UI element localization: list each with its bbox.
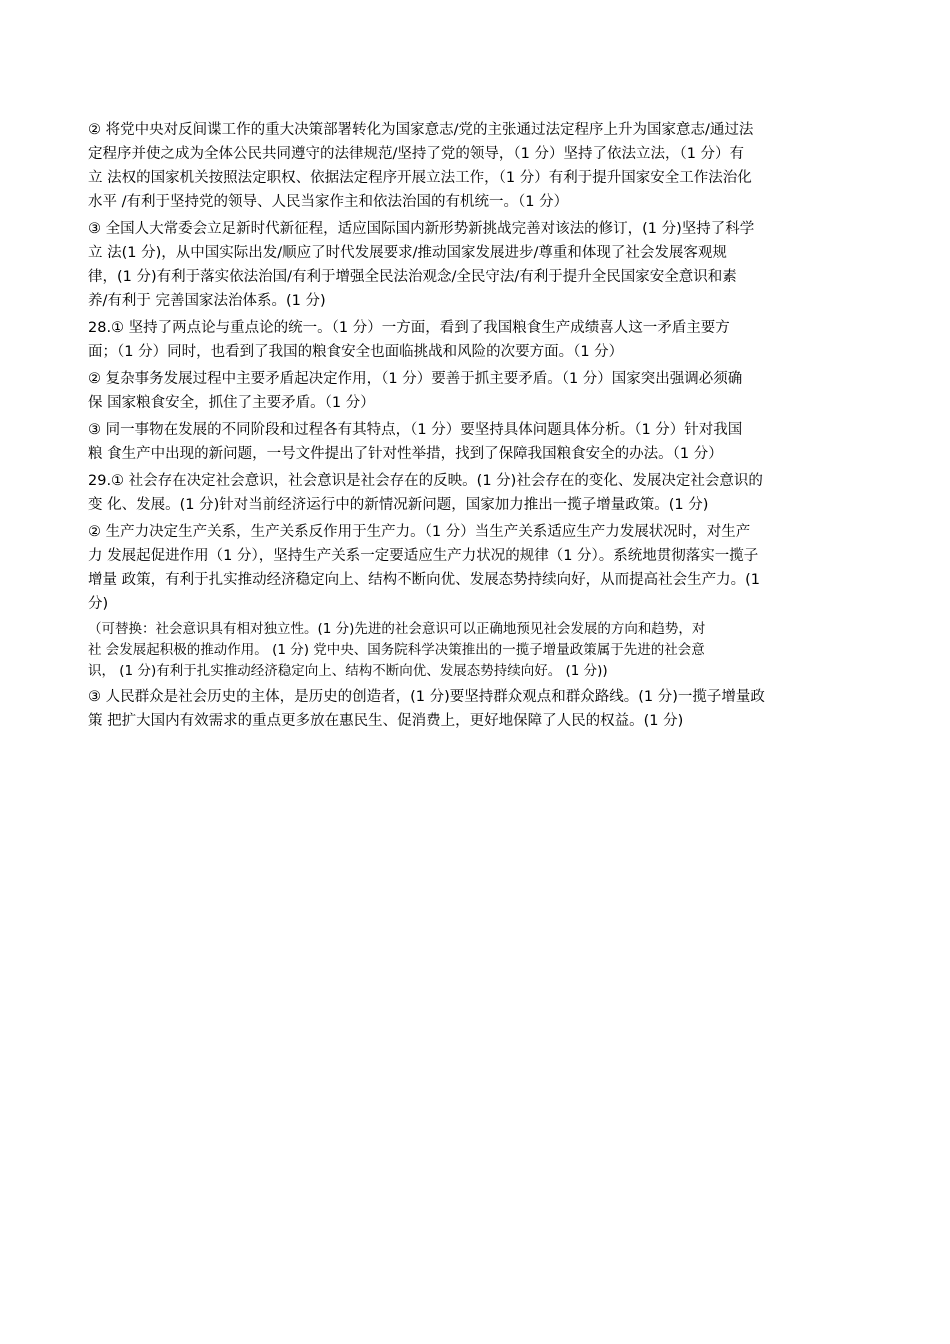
- text-line: 保 国家粮食安全，抓住了主要矛盾。（1 分）: [88, 395, 375, 411]
- question-28-paragraph: [88, 316, 868, 364]
- text-line: ② 将党中央对反间谍工作的重大决策部署转化为国家意志/党的主张通过法定程序上升为国家意志/通过法: [88, 122, 754, 138]
- answer-paragraph: [88, 685, 868, 733]
- text-line: 粮 食生产中出现的新问题，一号文件提出了针对性举措，找到了保障我国粮食安全的办法。（1 分）: [88, 446, 723, 462]
- text-line: 律，(1 分)有利于落实依法治国/有利于增强全民法治观念/全民守法/有利于提升全民国家安全意识和素: [88, 269, 737, 285]
- answer-paragraph: [88, 118, 868, 214]
- answer-paragraph: [88, 367, 868, 415]
- answer-paragraph: [88, 418, 868, 466]
- text-line: 面；（1 分）同时，也看到了我国的粮食安全也面临挑战和风险的次要方面。（1 分）: [88, 344, 624, 360]
- text-line: 社 会发展起积极的推动作用。 (1 分) 党中央、国务院科学决策推出的一揽子增量政策属于先进的社会意: [88, 642, 705, 658]
- text-line: 水平 /有利于坚持党的领导、人民当家作主和依法治国的有机统一。（1 分）: [88, 194, 569, 210]
- text-line: 分): [88, 596, 109, 612]
- text-line: （可替换：社会意识具有相对独立性。(1 分)先进的社会意识可以正确地预见社会发展的方向和趋势，对: [88, 621, 706, 637]
- text-line: ② 复杂事务发展过程中主要矛盾起决定作用，（1 分）要善于抓主要矛盾。（1 分）国家突出强调必须确: [88, 371, 743, 387]
- text-line: 识， (1 分)有利于扎实推动经济稳定向上、结构不断向优、发展态势持续向好。 (1 分)): [88, 663, 608, 679]
- text-line: 力 发展起促进作用（1 分），坚持生产关系一定要适应生产力状况的规律（1 分）。系统地贯彻落实一揽子: [88, 548, 759, 564]
- text-line: 增量 政策，有利于扎实推动经济稳定向上、结构不断向优、发展态势持续向好，从而提高社会生产力。(1: [88, 572, 760, 588]
- document-page: [88, 118, 868, 736]
- alternative-answer-paragraph: [88, 619, 868, 682]
- text-line: ② 生产力决定生产关系，生产关系反作用于生产力。（1 分）当生产关系适应生产力发展状况时，对生产: [88, 524, 751, 540]
- text-line: 定程序并使之成为全体公民共同遵守的法律规范/坚持了党的领导，（1 分）坚持了依法立法，（1 分）有: [88, 146, 745, 162]
- text-line: 变 化、发展。(1 分)针对当前经济运行中的新情况新问题，国家加力推出一揽子增量政策。(1 分): [88, 497, 709, 513]
- question-29-paragraph: [88, 469, 868, 517]
- text-line: 立 法权的国家机关按照法定职权、依据法定程序开展立法工作，（1 分）有利于提升国家安全工作法治化: [88, 170, 752, 186]
- text-line: ③ 同一事物在发展的不同阶段和过程各有其特点，（1 分）要坚持具体问题具体分析。（1 分）针对我国: [88, 422, 743, 438]
- text-line: 养/有利于 完善国家法治体系。(1 分): [88, 293, 326, 309]
- text-line: ③ 全国人大常委会立足新时代新征程，适应国际国内新形势新挑战完善对该法的修订，(1 分)坚持了科学: [88, 221, 755, 237]
- answer-paragraph: [88, 520, 868, 616]
- text-line: 28.① 坚持了两点论与重点论的统一。（1 分）一方面，看到了我国粮食生产成绩喜人这一矛盾主要方: [88, 320, 730, 336]
- text-line: 29.① 社会存在决定社会意识，社会意识是社会存在的反映。(1 分)社会存在的变化、发展决定社会意识的: [88, 473, 763, 489]
- answer-paragraph: [88, 217, 868, 313]
- text-line: 立 法(1 分)，从中国实际出发/顺应了时代发展要求/推动国家发展进步/尊重和体现了社会发展客观规: [88, 245, 727, 261]
- text-line: 策 把扩大国内有效需求的重点更多放在惠民生、促消费上，更好地保障了人民的权益。(1 分): [88, 713, 684, 729]
- text-line: ③ 人民群众是社会历史的主体，是历史的创造者，(1 分)要坚持群众观点和群众路线。(1 分)一揽子增量政: [88, 689, 765, 705]
